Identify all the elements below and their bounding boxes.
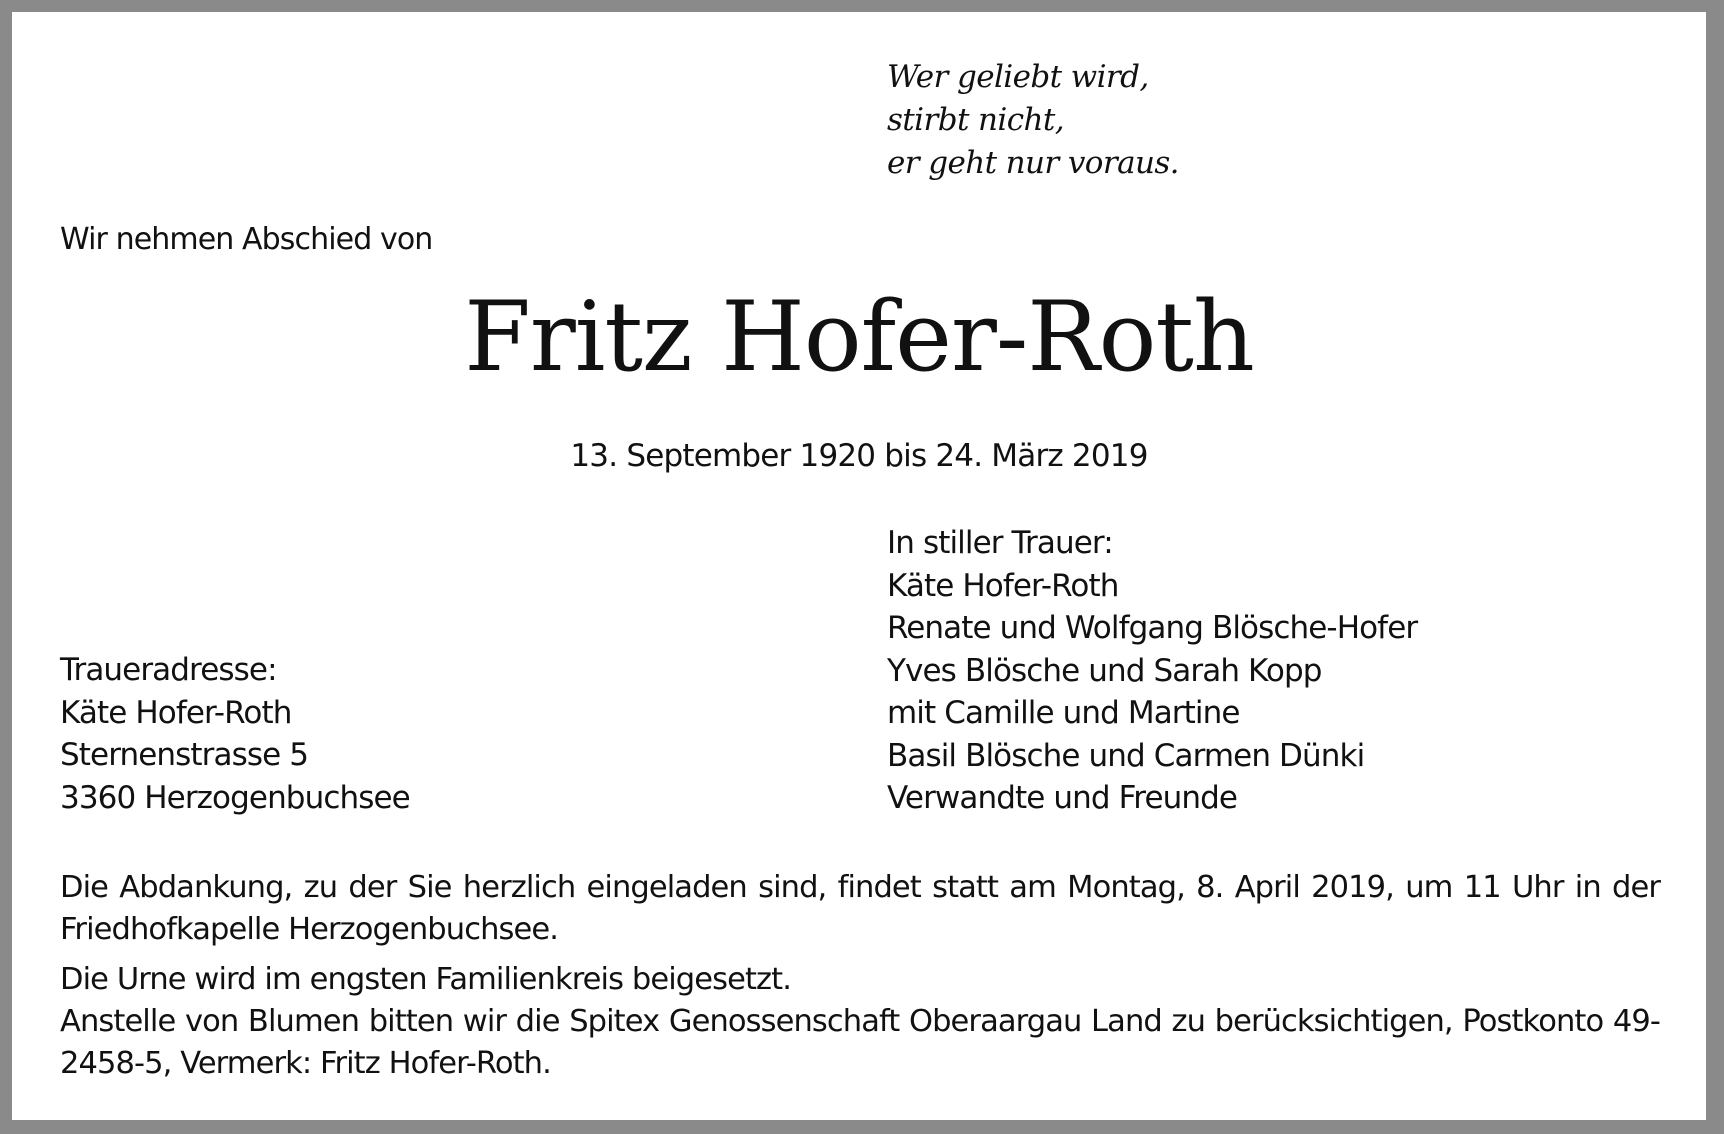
mourning-address — [60, 649, 410, 819]
motto-quote — [887, 56, 1179, 185]
mourner-name: mit Camille und Martine — [887, 695, 1240, 731]
intro-text: Wir nehmen Abschied von — [60, 222, 433, 257]
mourner-name: Käte Hofer-Roth — [887, 567, 1119, 604]
ceremony-paragraph: Die Abdankung, zu der Sie herzlich eingeladen sind, findet statt am Montag, 8. April 2019, um 11 Uhr in der Friedhofkapelle Herzogenbuchsee. — [60, 870, 1660, 947]
address-line: 3360 Herzogenbuchsee — [60, 779, 410, 816]
burial-paragraph — [60, 959, 1660, 1085]
obituary-notice — [12, 12, 1706, 1120]
burial-line: Die Urne wird im engsten Familienkreis beigesetzt. — [60, 962, 792, 997]
motto-line: stirbt nicht, — [887, 102, 1064, 138]
mourner-name: Basil Blösche und Carmen Dünki — [887, 737, 1365, 774]
motto-line: er geht nur voraus. — [887, 145, 1179, 181]
address-heading: Traueradresse: — [60, 652, 277, 688]
mourner-name: Verwandte und Freunde — [887, 780, 1238, 816]
address-line: Sternenstrasse 5 — [60, 737, 309, 773]
mourner-name: Yves Blösche und Sarah Kopp — [887, 652, 1322, 689]
announcement-body — [60, 867, 1660, 1085]
mourner-name: Renate und Wolfgang Blösche-Hofer — [887, 610, 1418, 646]
donation-text: Anstelle von Blumen bitten wir die Spitex Genossenschaft Oberaargau Land zu berücksichtigen, Postkonto 49-2458-5, Vermerk: Fritz Hofer-Roth. — [60, 1004, 1660, 1081]
life-dates: 13. September 1920 bis 24. März 2019 — [570, 438, 1148, 474]
deceased-name: Fritz Hofer-Roth — [464, 281, 1254, 393]
address-line: Käte Hofer-Roth — [60, 694, 292, 731]
mourners-list — [887, 522, 1417, 820]
mourners-heading: In stiller Trauer: — [887, 525, 1113, 561]
motto-line: Wer geliebt wird, — [887, 59, 1149, 95]
